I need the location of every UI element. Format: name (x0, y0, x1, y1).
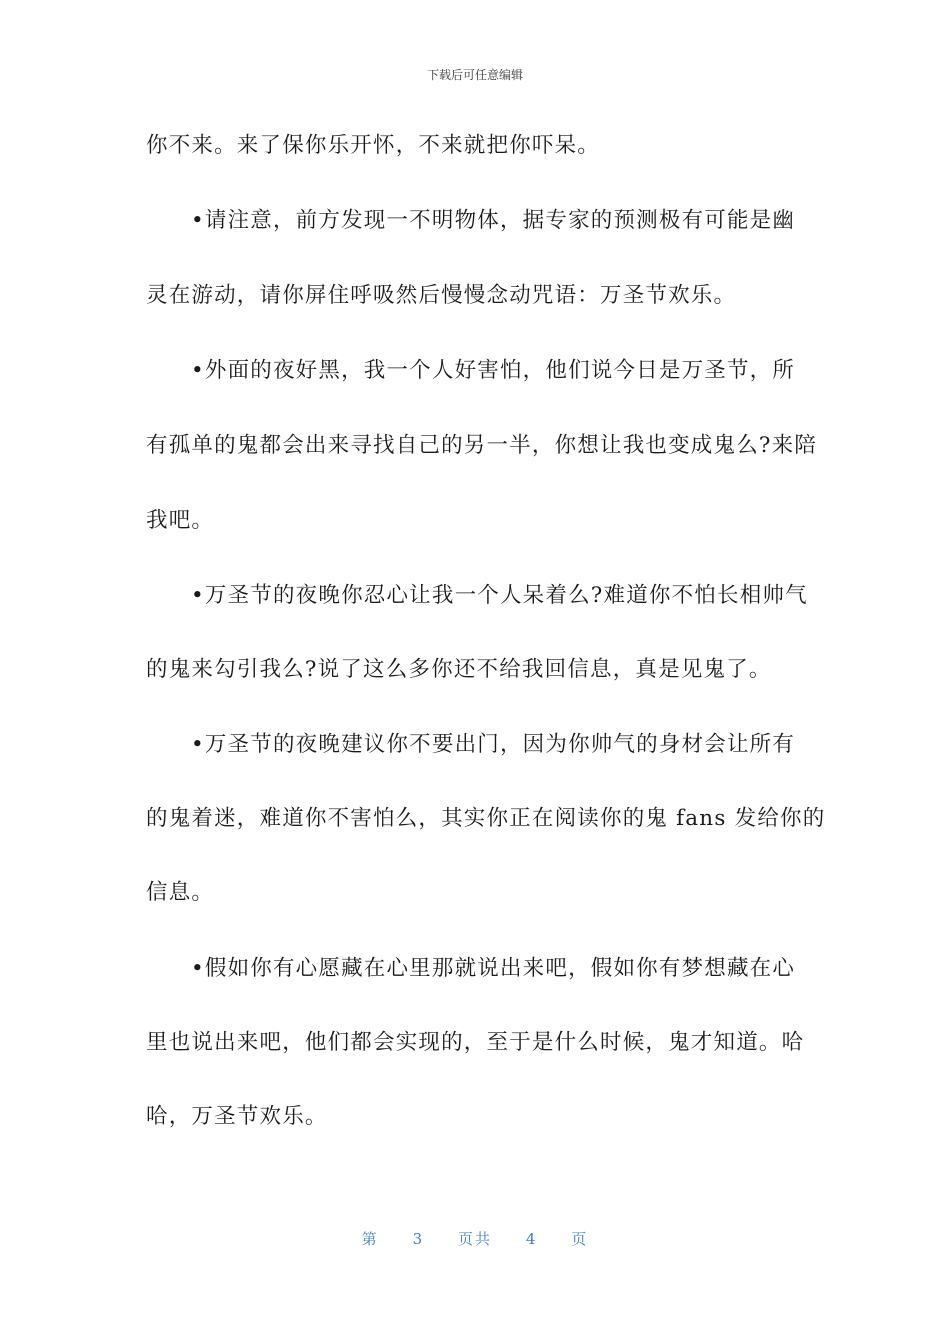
text-line: 我吧。 (146, 508, 215, 533)
footer-prefix: 第 (361, 1230, 379, 1248)
text-line: •外面的夜好黑，我一个人好害怕，他们说今日是万圣节，所 (191, 358, 796, 383)
text-line: 的鬼着迷，难道你不害怕么，其实你正在阅读你的鬼 fans 发给你的 (146, 806, 826, 831)
text-line: •万圣节的夜晚建议你不要出门，因为你帅气的身材会让所有 (191, 732, 796, 757)
footer-suffix: 页 (571, 1230, 589, 1248)
footer-middle: 页共 (457, 1230, 492, 1248)
text-line: 里也说出来吧，他们都会实现的，至于是什么时候，鬼才知道。哈 (146, 1030, 805, 1055)
text-line: •万圣节的夜晚你忍心让我一个人呆着么?难道你不怕长相帅气 (191, 583, 808, 608)
text-line: 信息。 (146, 880, 215, 905)
text-line: 哈，万圣节欢乐。 (146, 1104, 328, 1129)
page-footer (0, 1228, 950, 1249)
text-line: •假如你有心愿藏在心里那就说出来吧，假如你有梦想藏在心 (191, 956, 796, 981)
footer-page-number: 3 (412, 1230, 425, 1248)
text-line: 灵在游动，请你屏住呼吸然后慢慢念动咒语：万圣节欢乐。 (146, 283, 737, 308)
text-line: 的鬼来勾引我么?说了这么多你还不给我回信息，真是见鬼了。 (146, 657, 772, 682)
text-line: •请注意，前方发现一不明物体，据专家的预测极有可能是幽 (191, 208, 796, 233)
text-line: 你不来。来了保你乐开怀，不来就把你吓呆。 (146, 133, 601, 158)
page-header: 下载后可任意编辑 (426, 68, 523, 82)
footer-total-pages: 4 (525, 1230, 538, 1248)
text-line: 有孤单的鬼都会出来寻找自己的另一半，你想让我也变成鬼么?来陪 (146, 433, 818, 458)
